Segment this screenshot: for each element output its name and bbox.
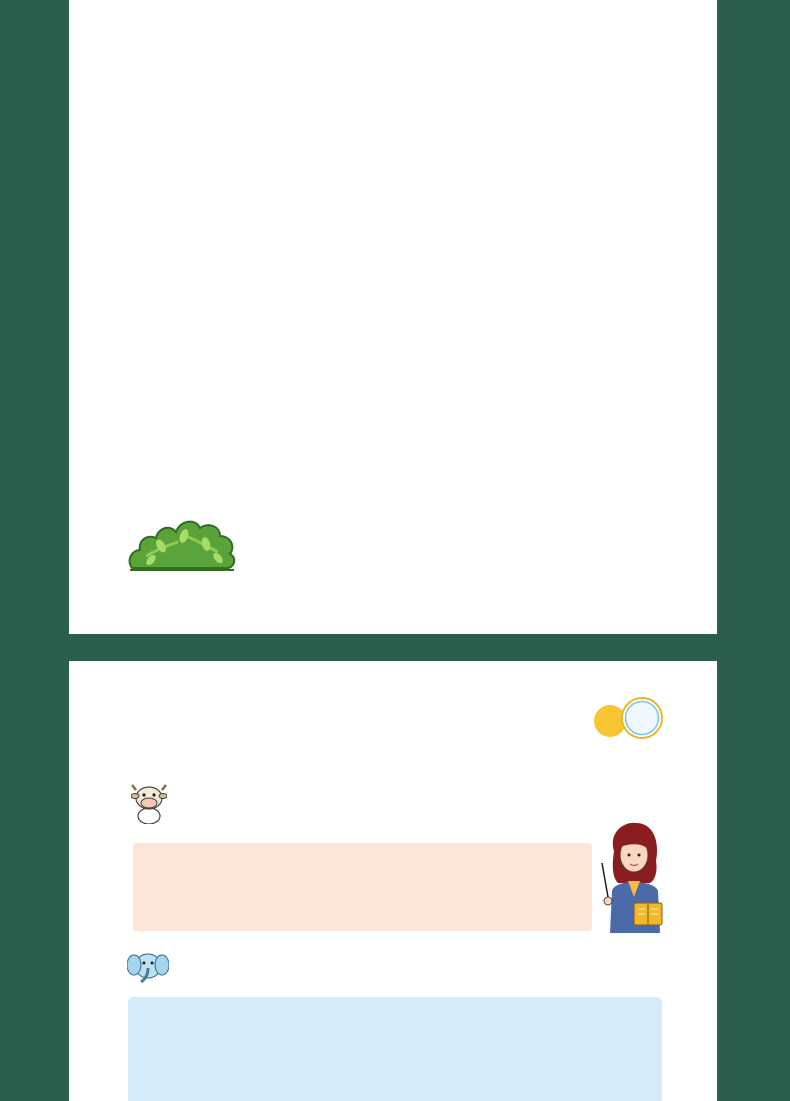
- teacher-illustration: [598, 821, 668, 936]
- cow-icon: [131, 782, 167, 824]
- definition-box: [133, 843, 592, 931]
- section-usage-heading: [173, 947, 183, 966]
- page-title: [69, 735, 717, 761]
- bush-illustration: [126, 506, 238, 574]
- elephant-icon: [127, 946, 169, 986]
- usage-rules-box: [128, 997, 662, 1101]
- toc-page: [69, 0, 717, 634]
- content-page: [69, 661, 717, 1101]
- section-definition-heading: [173, 787, 183, 806]
